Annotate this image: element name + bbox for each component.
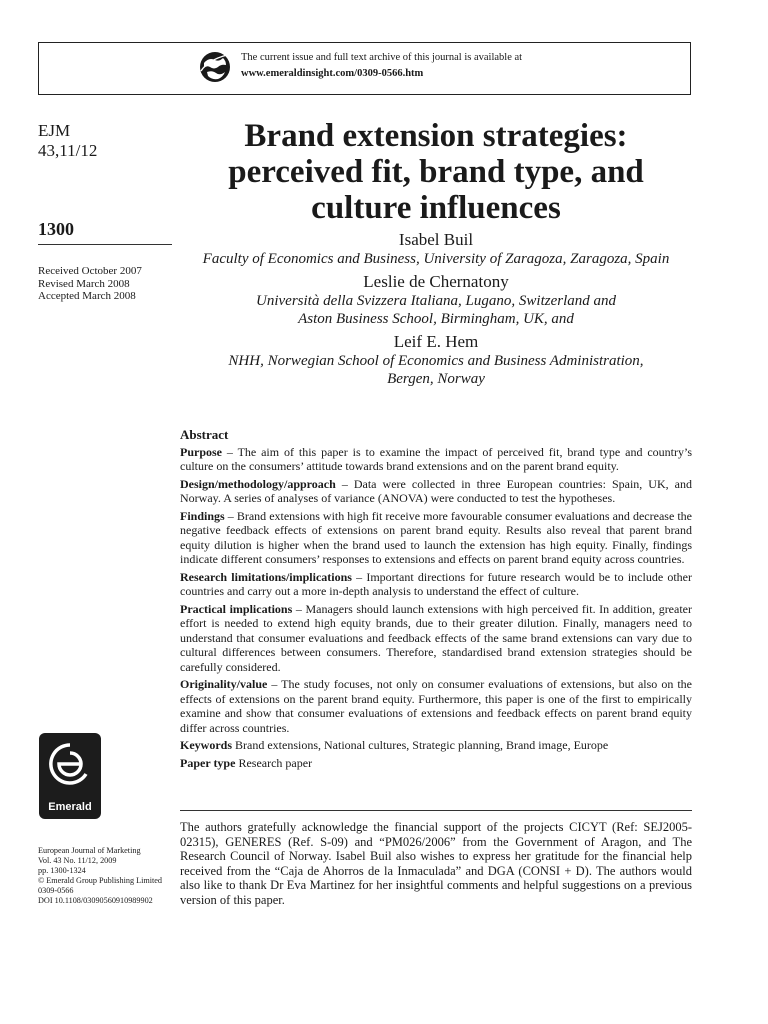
journal-volume: 43,11/12 <box>38 141 98 160</box>
title-line: culture influences <box>311 190 561 226</box>
date-accepted: Accepted March 2008 <box>38 290 136 302</box>
date-received: Received October 2007 <box>38 265 142 277</box>
citation-pages: pp. 1300-1324 <box>38 866 86 875</box>
citation-doi: DOI 10.1108/03090560910989902 <box>38 896 153 905</box>
author-affiliation: Faculty of Economics and Business, University of Zaragoza, Zaragoza, Spain <box>202 251 670 267</box>
abstract-paper-type: Paper type Research paper <box>180 755 313 770</box>
emerald-logo <box>39 733 101 819</box>
abstract-practical: Practical implications – Managers should launch extensions with high perceived fit. In addition, greater effort is needed to extend high equity brands, due to their greater dilution. Finally, managers need to understand that consumer evaluations and feedback effects of the same brand extensions can vary due to cultural differences between consumers. Therefore, standardised brand extension strategies should be carefully considered. <box>180 601 692 674</box>
author-affiliation: NHH, Norwegian School of Economics and Business Administration, <box>228 353 644 369</box>
journal-abbr: EJM <box>38 121 71 140</box>
abstract-limitations: Research limitations/implications – Important directions for future research would be to include other countries and carry out a more in-depth analysis to understand the effect of culture. <box>180 569 692 598</box>
footnote-divider <box>180 810 692 811</box>
abstract-design: Design/methodology/approach – Data were collected in three European countries: Spain, UK, and Norway. A series of analyses of variance (ANOVA) were conducted to test the hypotheses. <box>180 476 692 505</box>
author-name: Leif E. Hem <box>393 332 479 351</box>
archive-url[interactable]: www.emeraldinsight.com/0309-0566.htm <box>241 68 424 79</box>
archive-notice: The current issue and full text archive of this journal is available at <box>241 52 523 63</box>
author-affiliation: Aston Business School, Birmingham, UK, and <box>298 311 574 327</box>
abstract-heading: Abstract <box>180 427 229 442</box>
title-line: Brand extension strategies: <box>244 118 628 154</box>
journal-info <box>38 121 97 161</box>
citation-copyright: © Emerald Group Publishing Limited <box>38 876 163 885</box>
acknowledgement: The authors gratefully acknowledge the financial support of the projects CICYT (Ref: SEJ2005-02315), GENERES (Ref. S-09) and “PM026/2006” from the Government of Aragon, and The Research Council of Norway. Isabel Buil also wishes to express her gratitude for the financial help received from the “Caja de Ahorros de la Inmaculada” and DGA (CONSI + D). The authors would also like to thank Dr Eva Martinez for her insightful comments and helpful suggestions on a previous version of this paper. <box>180 820 692 907</box>
abstract <box>180 428 692 773</box>
author-list <box>180 230 692 388</box>
abstract-purpose: Purpose – The aim of this paper is to examine the impact of perceived fit, brand type and country’s culture on the consumers’ attitude towards brand extensions and on the parent brand equity. <box>180 444 692 473</box>
paper-title <box>180 118 692 226</box>
history-dates <box>38 265 142 303</box>
margin-divider <box>38 244 172 245</box>
author-affiliation: Università della Svizzera Italiana, Lugano, Switzerland and <box>256 293 616 309</box>
journal-archive-banner <box>38 42 691 95</box>
title-line: perceived fit, brand type, and <box>228 154 644 190</box>
author-name: Isabel Buil <box>398 230 474 249</box>
citation-journal: European Journal of Marketing <box>38 846 141 855</box>
author-name: Leslie de Chernatony <box>363 272 509 291</box>
abstract-keywords: Keywords Brand extensions, National cultures, Strategic planning, Brand image, Europe <box>180 738 609 752</box>
citation-issn: 0309-0566 <box>38 886 74 895</box>
logo-wordmark: Emerald <box>48 801 92 813</box>
page-number: 1300 <box>38 219 74 239</box>
abstract-originality: Originality/value – The study focuses, not only on consumer evaluations of extensions, but also on the effects of extensions on the parent brand equity. Furthermore, this paper is one of the first to empirically examine and show that consumer evaluations of extensions and feedback effects on parent brand equity differ across countries. <box>180 677 692 735</box>
date-revised: Revised March 2008 <box>38 277 130 290</box>
citation-block <box>38 846 162 906</box>
citation-volume: Vol. 43 No. 11/12, 2009 <box>38 856 117 865</box>
abstract-findings: Findings – Brand extensions with high fit receive more favourable consumer evaluations and decrease the negative feedback effects of extensions on parent brand equity. Results also reveal that parent brand equity dilution is higher when the brand used to launch the extension has high equity. Finally, findings indicate different consumers’ responses to extensions and effects on parent brand equity across countries. <box>180 508 692 566</box>
globe-icon <box>199 51 231 83</box>
author-affiliation: Bergen, Norway <box>387 371 485 387</box>
